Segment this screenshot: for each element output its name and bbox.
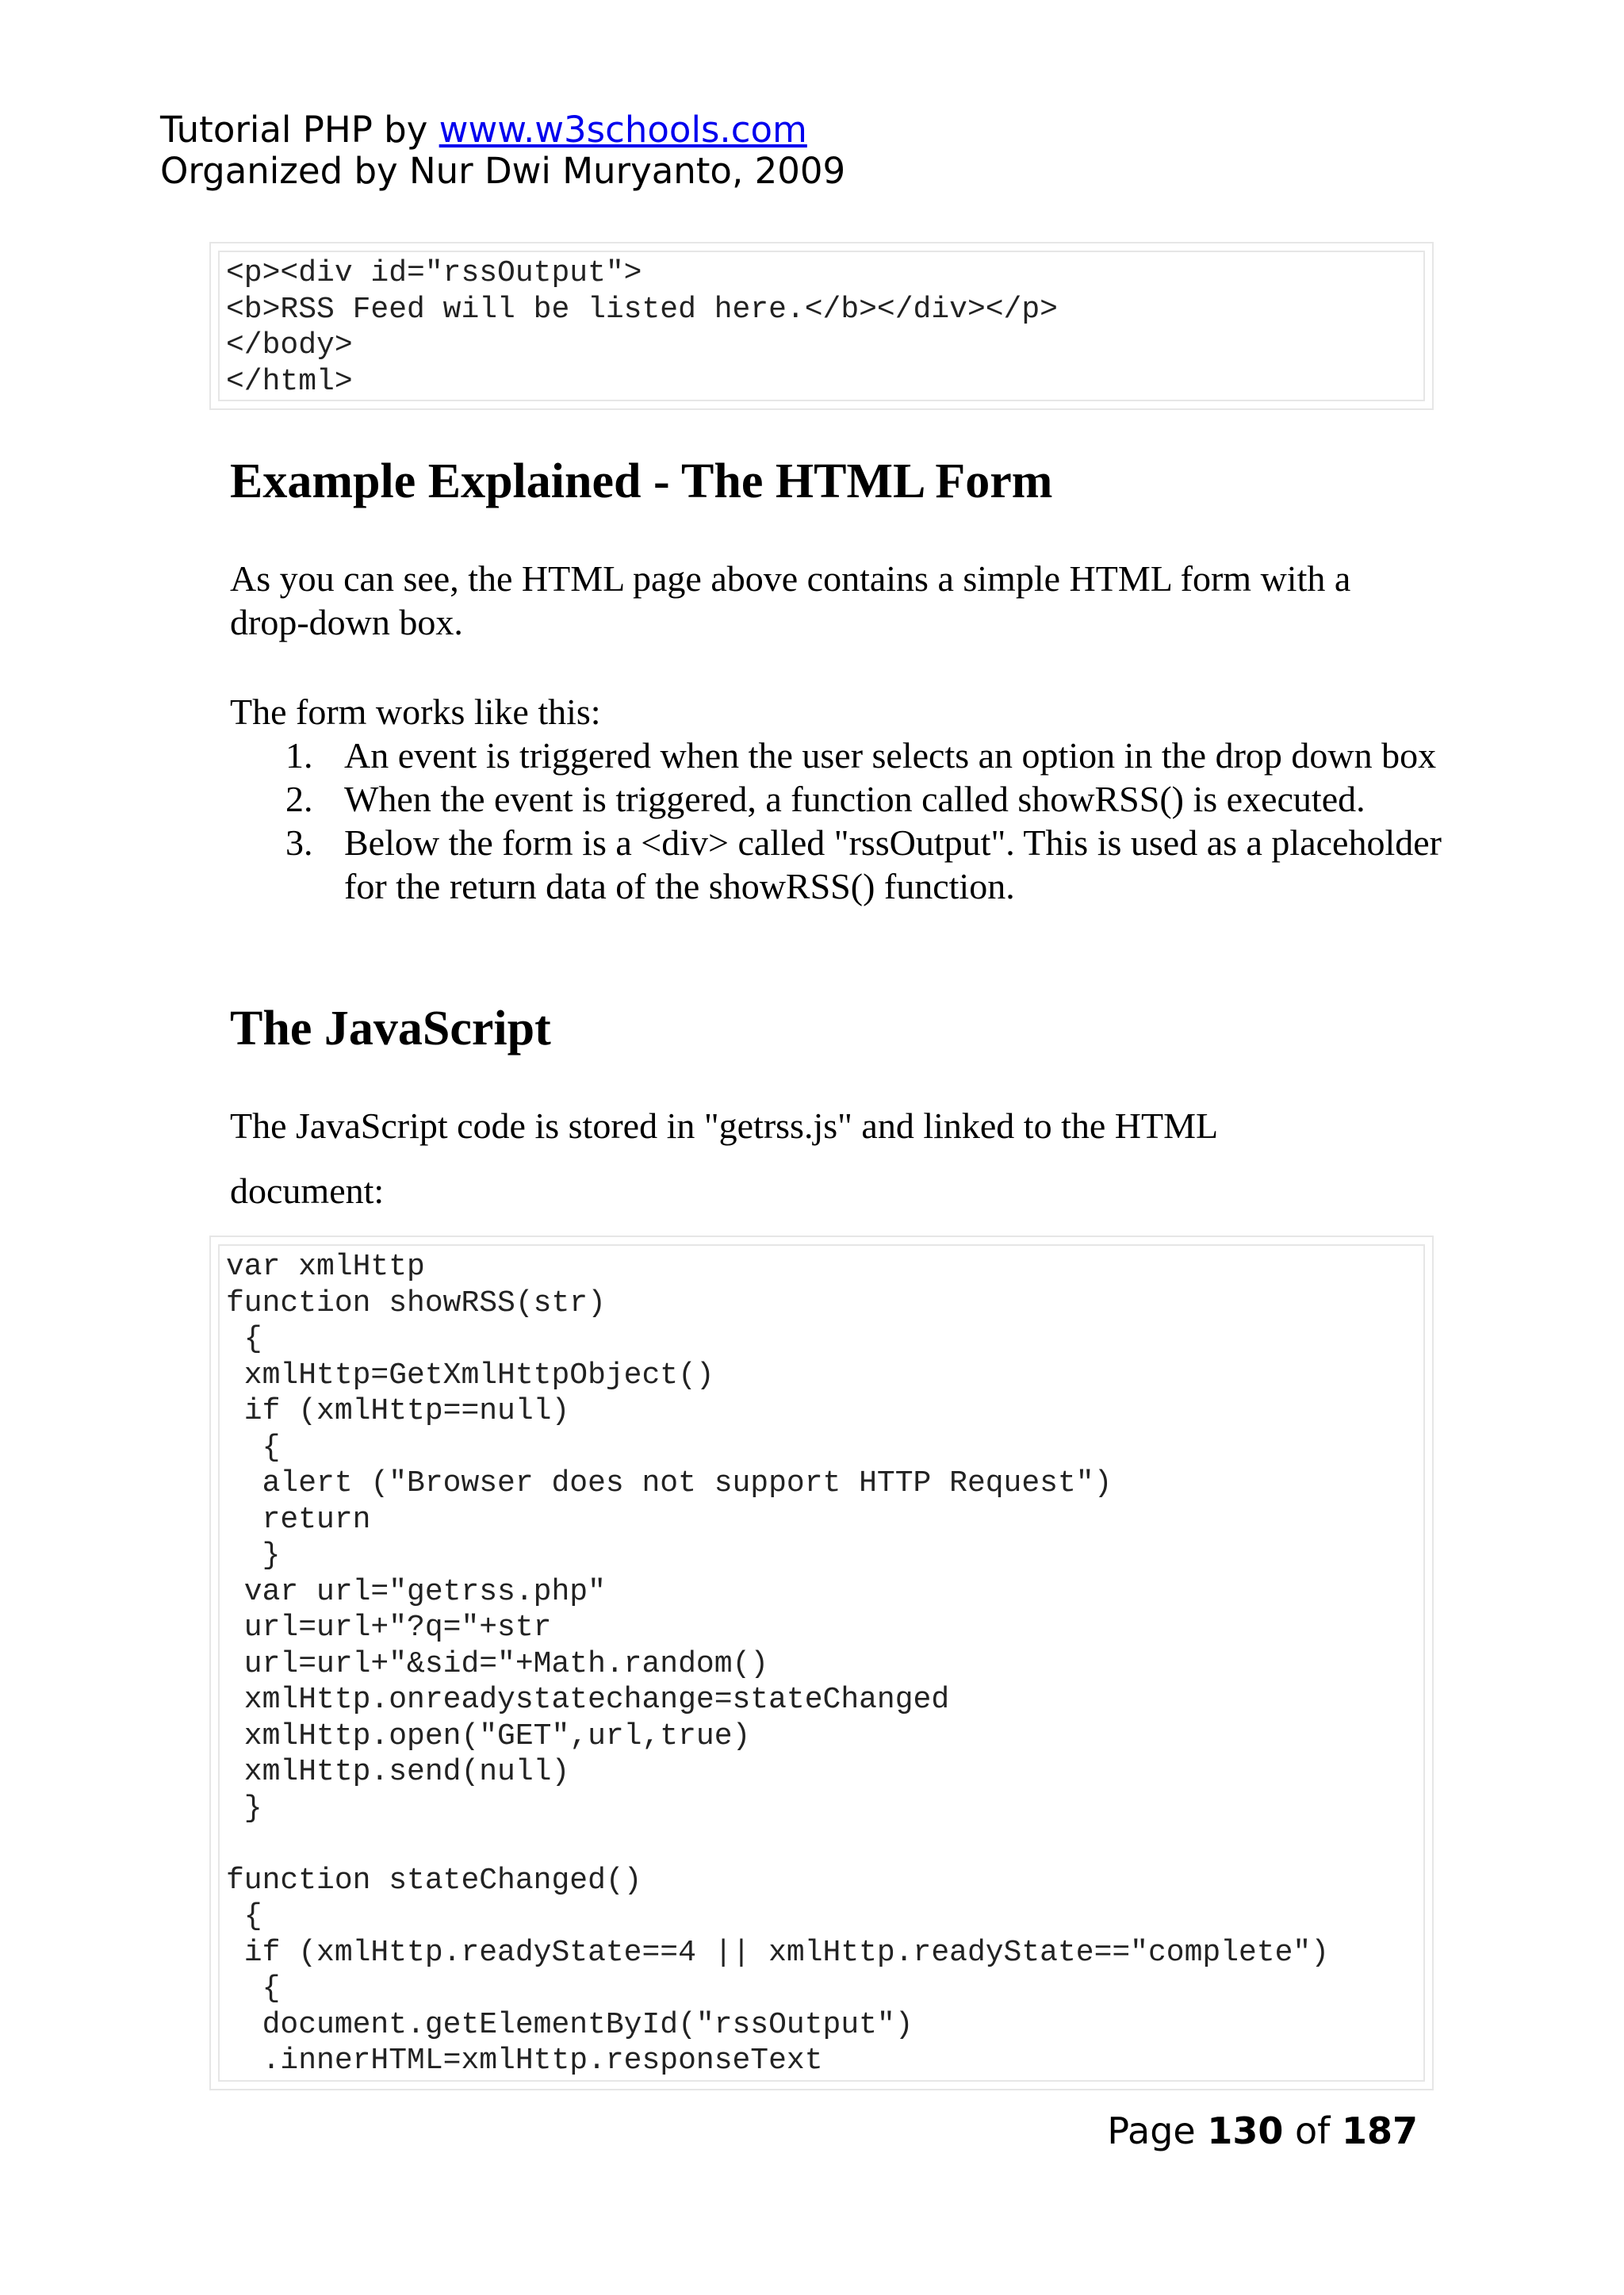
list-text: When the event is triggered, a function called showRSS() is executed. <box>344 779 1365 819</box>
header-line-2: Organized by Nur Dwi Muryanto, 2009 <box>160 150 846 192</box>
heading-html-form: Example Explained - The HTML Form <box>230 454 1053 508</box>
code-block-html <box>209 242 1434 410</box>
code-javascript: var xmlHttp function showRSS(str) { xmlHttp=GetXmlHttpObject() if (xmlHttp==null) { alert ("Browser does not support HTTP Request") return } var url="getrss.php" url=url+"?q="+str url=url+"&sid="+Math.random() xmlHttp.onreadystatechange=stateChanged xmlHttp.open("GET",url,true) xmlHttp.send(null) } function stateChanged() { if (xmlHttp.readyState==4 || xmlHttp.readyState=="complete") { document.getElementById("rssOutput") .innerHTML=xmlHttp.responseText <box>226 1250 1330 2078</box>
list-item <box>230 777 1443 821</box>
list-number: 1. <box>285 735 313 776</box>
paragraph-intro: As you can see, the HTML page above contains a simple HTML form with a drop-down box. <box>230 558 1351 642</box>
list-number: 2. <box>285 779 313 819</box>
w3schools-link[interactable]: www.w3schools.com <box>439 109 807 151</box>
list-text: Below the form is a <div> called "rssOutput". This is used as a placeholder for the return data of the showRSS() function. <box>344 822 1442 906</box>
paragraph-js-line-2: document: <box>230 1170 385 1211</box>
header-line-1 <box>160 109 845 151</box>
list-number: 3. <box>285 822 313 863</box>
list-item <box>230 734 1443 777</box>
list-text: An event is triggered when the user selects an option in the drop down box <box>344 735 1437 776</box>
page-header <box>160 109 845 192</box>
page-number <box>1107 2109 1418 2152</box>
paragraph-js-line-1: The JavaScript code is stored in "getrss.js" and linked to the HTML <box>230 1105 1219 1146</box>
total-pages: 187 <box>1341 2109 1418 2152</box>
page-word: Page <box>1107 2109 1196 2152</box>
list-item <box>230 821 1443 908</box>
of-word: of <box>1295 2109 1331 2152</box>
current-page: 130 <box>1207 2109 1284 2152</box>
heading-javascript: The JavaScript <box>230 1002 551 1056</box>
steps-list <box>230 734 1443 908</box>
paragraph-form-works: The form works like this: <box>230 692 601 732</box>
code-html: <p><div id="rssOutput"> <b>RSS Feed will be listed here.</b></div></p> </body> </html> <box>226 256 1058 399</box>
code-block-javascript-inner <box>218 1244 1425 2082</box>
code-block-javascript <box>209 1236 1434 2090</box>
header-title: Tutorial PHP by <box>160 109 439 151</box>
code-block-html-inner <box>218 251 1425 401</box>
